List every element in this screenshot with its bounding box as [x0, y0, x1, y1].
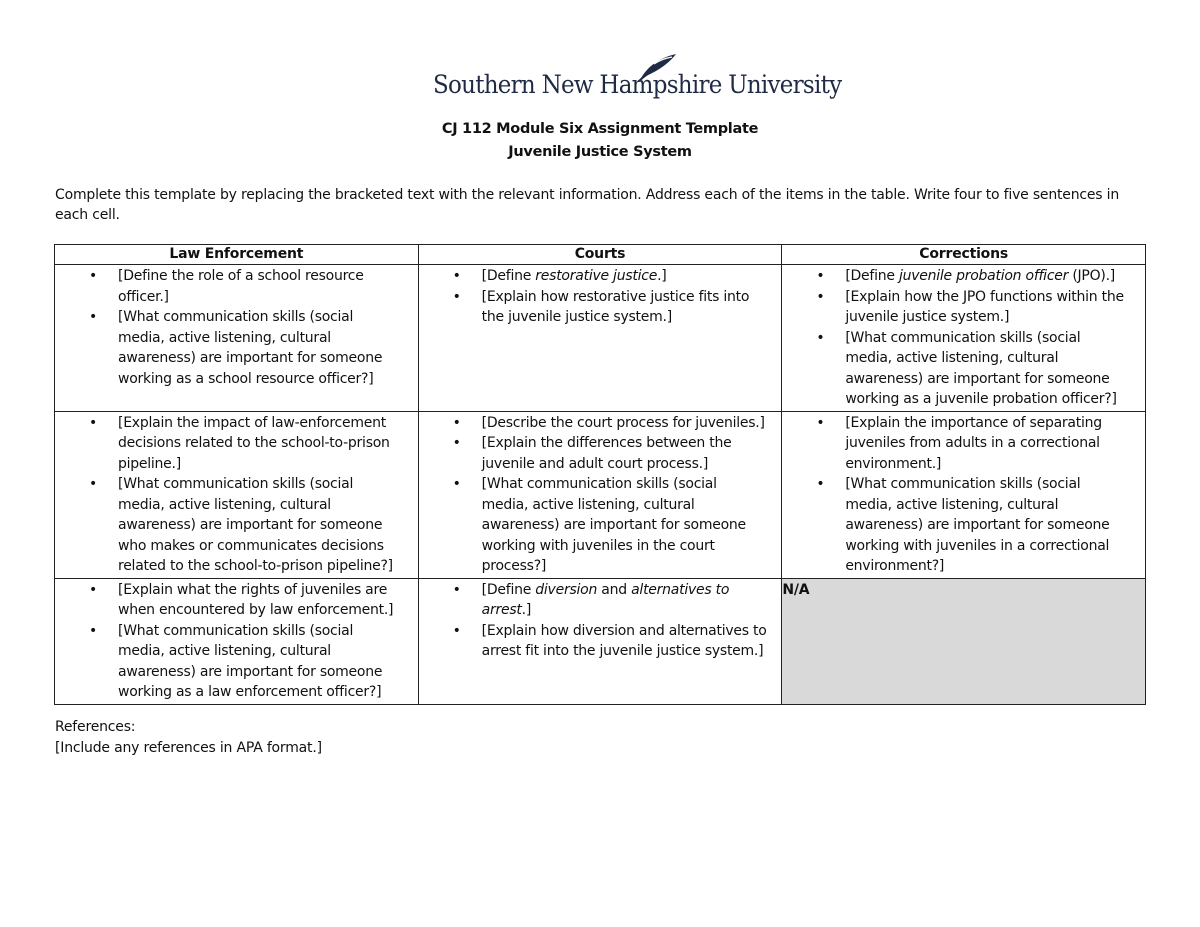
- leaf-icon: [636, 52, 678, 82]
- header-law-enforcement: Law Enforcement: [55, 245, 419, 265]
- list-item: • [What communication skills (social media, active listening, cultural awareness) are important for someone working as a law enforcement officer?]: [55, 621, 404, 703]
- list-item: • [Define diversion and alternatives to arrest.]: [419, 580, 768, 621]
- university-logo: [433, 52, 842, 108]
- na-label: N/A: [782, 581, 810, 598]
- list-item: • [Explain the importance of separating juveniles from adults in a correctional environment.]: [782, 413, 1131, 475]
- table-cell[interactable]: [782, 265, 1146, 412]
- list-item: • [Explain how restorative justice fits into the juvenile justice system.]: [419, 287, 768, 328]
- references-label: References:: [55, 719, 136, 735]
- list-item: • [Explain the impact of law-enforcement decisions related to the school-to-prison pipeline.]: [55, 413, 404, 475]
- list-item: • [Explain how the JPO functions within the juvenile justice system.]: [782, 287, 1131, 328]
- list-item: • [Explain the differences between the juvenile and adult court process.]: [419, 433, 768, 474]
- list-item: • [Explain what the rights of juveniles are when encountered by law enforcement.]: [55, 580, 404, 621]
- table-cell[interactable]: [418, 411, 782, 578]
- header-courts: Courts: [418, 245, 782, 265]
- table-row: [55, 265, 1146, 412]
- document-subtitle: Juvenile Justice System: [508, 144, 692, 160]
- list-item: • [Explain how diversion and alternatives to arrest fit into the juvenile justice system.]: [419, 621, 768, 662]
- references-placeholder[interactable]: [Include any references in APA format.]: [55, 740, 322, 756]
- list-item: • [What communication skills (social media, active listening, cultural awareness) are important for someone who makes or communicates decisions related to the school-to-prison pipeline?]: [55, 474, 404, 577]
- table-cell[interactable]: [418, 265, 782, 412]
- list-item: • [Describe the court process for juveniles.]: [419, 413, 768, 434]
- header-corrections: Corrections: [782, 245, 1146, 265]
- list-item: • [Define restorative justice.]: [419, 266, 768, 287]
- references-section: [55, 717, 322, 759]
- list-item: • [What communication skills (social media, active listening, cultural awareness) are important for someone working with juveniles in a correctional environment?]: [782, 474, 1131, 577]
- list-item: • [What communication skills (social media, active listening, cultural awareness) are important for someone working as a juvenile probation officer?]: [782, 328, 1131, 410]
- table-row: [55, 578, 1146, 704]
- table-cell[interactable]: [782, 411, 1146, 578]
- table-header-row: [55, 245, 1146, 265]
- table-cell[interactable]: [55, 578, 419, 704]
- document-title: CJ 112 Module Six Assignment Template: [441, 121, 759, 137]
- assignment-table: [54, 244, 1146, 705]
- na-cell: [782, 578, 1146, 704]
- list-item: • [Define the role of a school resource officer.]: [55, 266, 404, 307]
- list-item: • [What communication skills (social media, active listening, cultural awareness) are important for someone working with juveniles in the court process?]: [419, 474, 768, 577]
- table-cell[interactable]: [55, 265, 419, 412]
- table-cell[interactable]: [418, 578, 782, 704]
- list-item: • [Define juvenile probation officer (JPO).]: [782, 266, 1131, 287]
- instructions-paragraph: Complete this template by replacing the bracketed text with the relevant information. Address each of the items in the table. Write four to five sentences in each cell.: [55, 187, 1119, 223]
- table-row: [55, 411, 1146, 578]
- list-item: • [What communication skills (social media, active listening, cultural awareness) are important for someone working as a school resource officer?]: [55, 307, 404, 389]
- logo-wordmark: Southern New Hampshire University: [433, 70, 842, 99]
- table-cell[interactable]: [55, 411, 419, 578]
